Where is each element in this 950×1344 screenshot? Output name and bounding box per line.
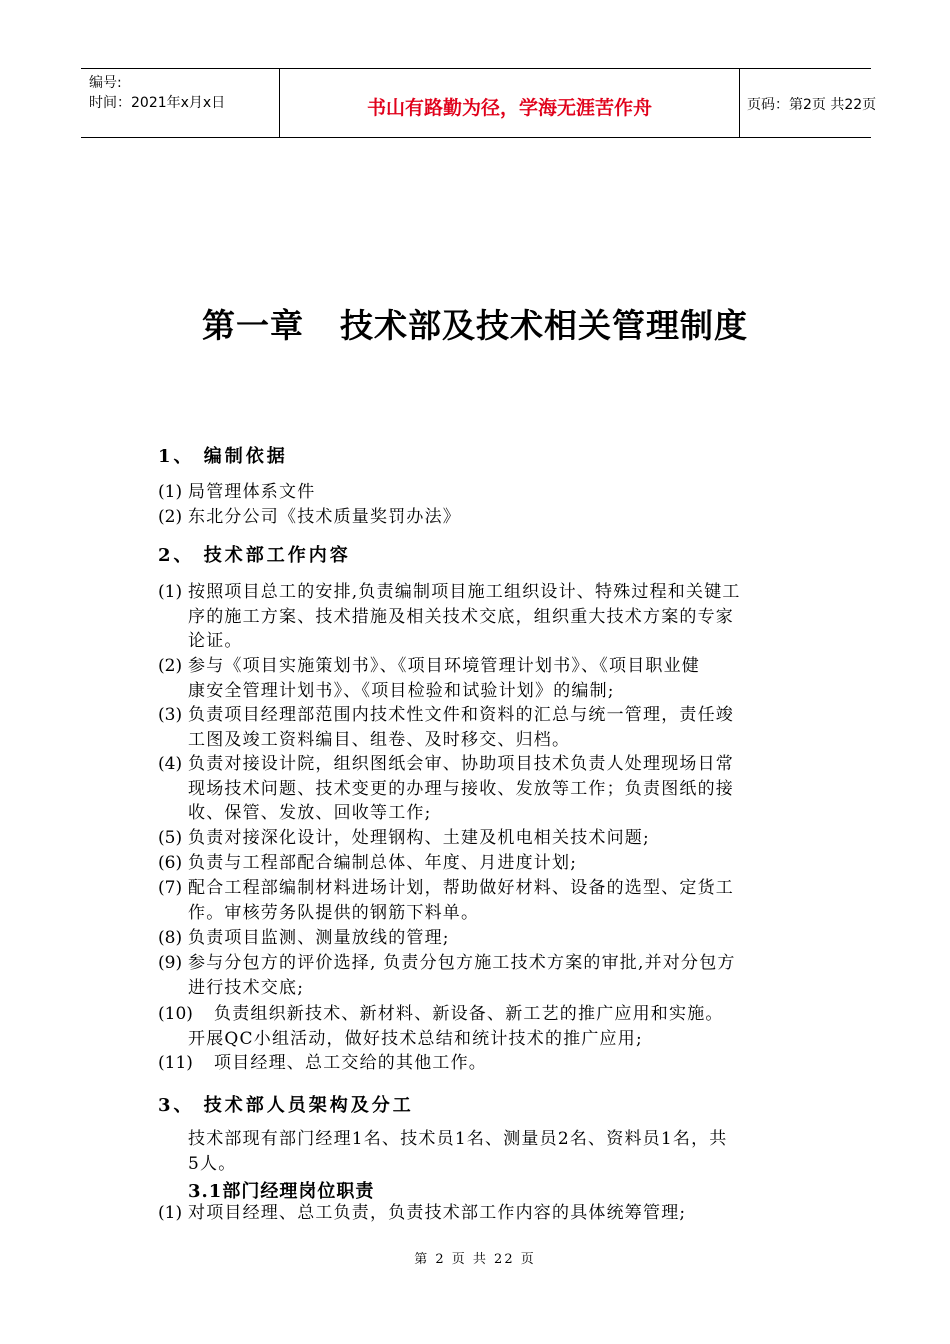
- chapter-title: [0, 300, 950, 347]
- section-3-heading: 3、 技术部人员架构及分工: [158, 1095, 414, 1116]
- date-label: 时间：2021年x月x日: [89, 95, 226, 111]
- page-header: [81, 68, 877, 138]
- header-left-cell: [81, 69, 279, 137]
- list-item: (2) 参与《项目实施策划书》、《项目环境管理计划书》、《项目职业健 康安全管理计划书》、《项目检验和试验计划》的编制;: [158, 656, 700, 701]
- list-item: (10) 负责组织新技术、新材料、新设备、新工艺的推广应用和实施。 开展QC小组活动，做好技术总结和统计技术的推广应用;: [158, 1004, 724, 1049]
- list-item: (1) 局管理体系文件: [158, 482, 316, 502]
- section-2-heading: 2、 技术部工作内容: [158, 545, 351, 566]
- header-motto: 书山有路勤为径，学海无涯苦作舟: [366, 97, 652, 119]
- header-center-cell: [279, 69, 740, 137]
- list-item: (4) 负责对接设计院，组织图纸会审、协助项目技术负责人处理现场日常 现场技术问题、技术变更的办理与接收、发放等工作；负责图纸的接 收、保管、发放、回收等工作;: [158, 754, 734, 823]
- chapter-number: 第一章: [202, 306, 304, 345]
- code-label: 编号:: [89, 75, 122, 91]
- list-item: (7) 配合工程部编制材料进场计划，帮助做好材料、设备的选型、定货工 作。审核劳务队提供的钢筋下料单。: [158, 878, 734, 923]
- section-1-heading: 1、 编制依据: [158, 446, 288, 467]
- list-item: (5) 负责对接深化设计，处理钢构、土建及机电相关技术问题;: [158, 828, 650, 848]
- list-item: (8) 负责项目监测、测量放线的管理;: [158, 928, 450, 948]
- list-item: (2) 东北分公司《技术质量奖罚办法》: [158, 507, 461, 527]
- chapter-name: 技术部及技术相关管理制度: [340, 306, 748, 345]
- page-footer: 第 2 页 共 22 页: [414, 1252, 536, 1267]
- subsection-heading: 3.1部门经理岗位职责: [188, 1181, 375, 1202]
- list-item: (6) 负责与工程部配合编制总体、年度、月进度计划;: [158, 853, 578, 873]
- list-item: (11) 项目经理、总工交给的其他工作。: [158, 1053, 487, 1073]
- list-item: (1) 按照项目总工的安排,负责编制项目施工组织设计、特殊过程和关键工 序的施工方案、技术措施及相关技术交底，组织重大技术方案的专家 论证。: [158, 582, 741, 651]
- page-number-label: 页码：第2页 共22页: [747, 97, 877, 113]
- list-item: (1) 对项目经理、总工负责，负责技术部工作内容的具体统筹管理;: [158, 1203, 687, 1223]
- section-3-intro: 技术部现有部门经理1名、技术员1名、测量员2名、资料员1名，共 5人。: [188, 1129, 728, 1174]
- list-item: (3) 负责项目经理部范围内技术性文件和资料的汇总与统一管理，责任竣 工图及竣工资料编目、组卷、及时移交、归档。: [158, 705, 734, 750]
- list-item: (9) 参与分包方的评价选择, 负责分包方施工技术方案的审批,并对分包方 进行技术交底;: [158, 953, 736, 998]
- header-right-cell: [739, 69, 877, 137]
